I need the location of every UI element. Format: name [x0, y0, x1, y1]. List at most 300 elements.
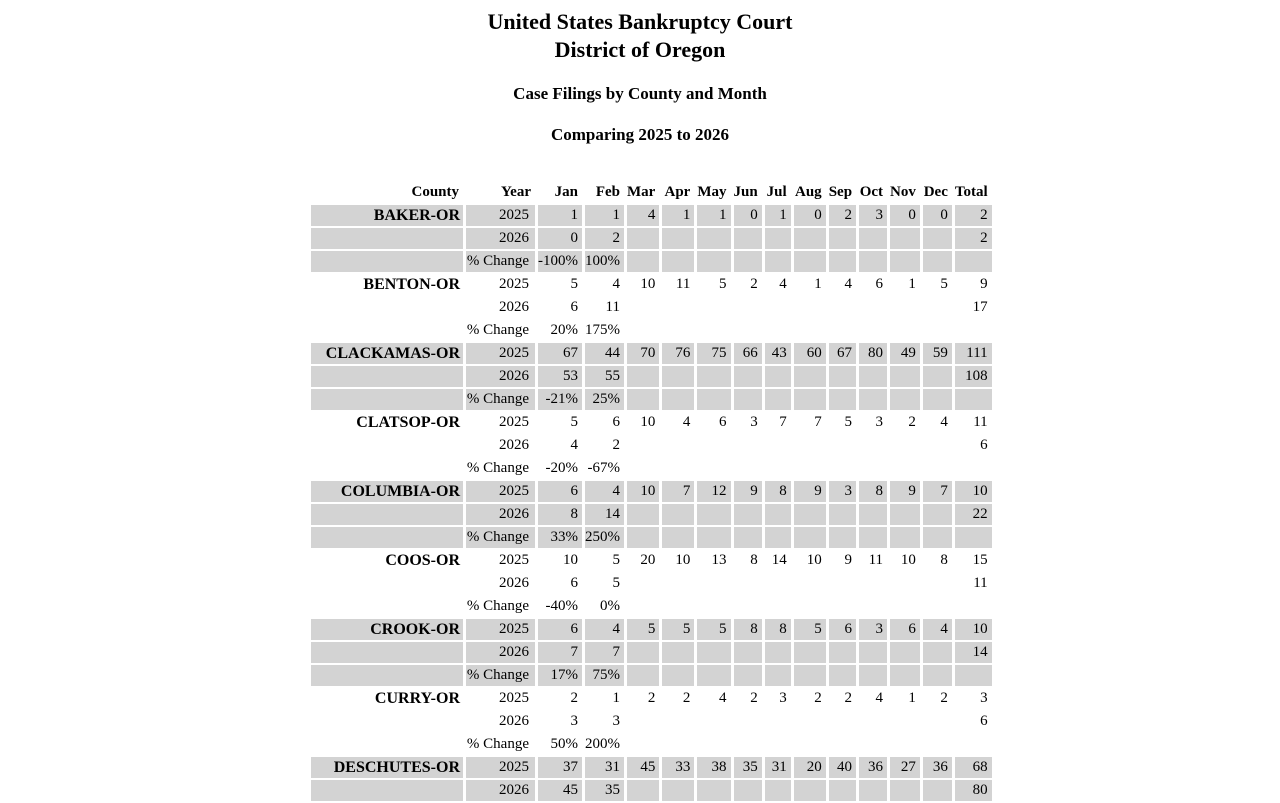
empty-total-cell	[955, 389, 992, 410]
empty-month-cell	[923, 642, 952, 663]
empty-month-cell	[890, 366, 920, 387]
pct-change-value: 25%	[585, 389, 624, 410]
empty-month-cell	[829, 711, 856, 732]
month-value: 35	[734, 757, 762, 778]
empty-month-cell	[890, 297, 920, 318]
month-value: 1	[908, 276, 916, 292]
empty-month-cell	[662, 228, 694, 249]
empty-month-cell	[859, 642, 887, 663]
month-value: 6	[875, 276, 884, 292]
month-value: 20	[640, 552, 656, 568]
empty-month-cell	[794, 527, 826, 548]
pct-change-value: -100%	[538, 251, 582, 272]
empty-month-cell	[923, 458, 952, 479]
month-value: 1	[814, 276, 822, 292]
empty-month-cell	[794, 435, 826, 456]
month-value: 4	[779, 276, 787, 292]
empty-month-cell	[627, 320, 659, 341]
month-value: 40	[829, 757, 856, 778]
month-value: 5	[612, 575, 620, 591]
column-header-total: Total	[954, 184, 988, 200]
empty-month-cell	[794, 251, 826, 272]
month-value: 4	[585, 481, 624, 502]
county-name-spacer	[311, 642, 463, 663]
empty-month-cell	[765, 297, 791, 318]
empty-month-cell	[794, 780, 826, 801]
month-value: 59	[923, 343, 952, 364]
month-value: 0	[538, 228, 582, 249]
month-value: 5	[612, 552, 620, 568]
empty-month-cell	[829, 573, 856, 594]
pct-change-value: 0%	[600, 598, 620, 614]
month-value: 38	[697, 757, 730, 778]
empty-month-cell	[697, 527, 730, 548]
empty-month-cell	[662, 320, 694, 341]
county-row-2025	[311, 757, 992, 778]
empty-month-cell	[829, 665, 856, 686]
total-value: 3	[980, 690, 988, 706]
county-row-pct-change	[311, 458, 992, 479]
month-value: 5	[794, 619, 826, 640]
empty-month-cell	[859, 458, 887, 479]
empty-month-cell	[890, 251, 920, 272]
total-value: 111	[955, 343, 992, 364]
empty-total-cell	[955, 734, 992, 755]
county-name-spacer	[311, 711, 463, 732]
month-value: 14	[771, 552, 787, 568]
empty-month-cell	[765, 711, 791, 732]
empty-month-cell	[662, 711, 694, 732]
pct-change-value: 20%	[550, 322, 578, 338]
total-value: 9	[980, 276, 988, 292]
empty-month-cell	[662, 389, 694, 410]
empty-month-cell	[662, 780, 694, 801]
empty-month-cell	[627, 596, 659, 617]
county-name-spacer	[311, 389, 463, 410]
month-value: 8	[765, 619, 791, 640]
month-value: 8	[538, 504, 582, 525]
county-row-2025	[311, 481, 992, 502]
header-row	[311, 182, 992, 203]
month-value: 11	[675, 276, 691, 292]
empty-month-cell	[859, 435, 887, 456]
empty-month-cell	[734, 596, 762, 617]
empty-month-cell	[829, 734, 856, 755]
empty-month-cell	[890, 458, 920, 479]
pct-change-value: 175%	[585, 322, 620, 338]
county-row-2025	[311, 412, 992, 433]
month-value: 9	[890, 481, 920, 502]
month-value: 4	[940, 414, 948, 430]
month-value: 20	[794, 757, 826, 778]
month-value: 3	[875, 414, 884, 430]
empty-month-cell	[890, 228, 920, 249]
county-name-spacer	[311, 228, 463, 249]
county-name-spacer	[311, 251, 463, 272]
empty-month-cell	[627, 389, 659, 410]
case-filings-table	[308, 180, 995, 803]
month-value: 6	[719, 414, 727, 430]
month-value: 11	[868, 552, 884, 568]
empty-month-cell	[697, 711, 730, 732]
empty-month-cell	[923, 435, 952, 456]
pct-change-label: % Change	[466, 322, 529, 338]
empty-month-cell	[829, 596, 856, 617]
empty-month-cell	[734, 389, 762, 410]
empty-month-cell	[765, 573, 791, 594]
month-value: 11	[605, 299, 620, 315]
month-value: 1	[697, 205, 730, 226]
month-value: 2	[682, 690, 691, 706]
year-label: 2025	[466, 205, 535, 226]
month-value: 8	[859, 481, 887, 502]
year-label: 2026	[466, 780, 535, 801]
empty-month-cell	[627, 665, 659, 686]
month-value: 75	[697, 343, 730, 364]
empty-month-cell	[794, 642, 826, 663]
empty-total-cell	[955, 665, 992, 686]
month-value: 2	[750, 690, 758, 706]
county-name-spacer	[311, 527, 463, 548]
month-value: 7	[814, 414, 822, 430]
county-name-spacer	[311, 297, 463, 318]
month-value: 1	[612, 690, 620, 706]
total-value: 2	[955, 205, 992, 226]
empty-month-cell	[697, 389, 730, 410]
empty-month-cell	[697, 320, 730, 341]
county-row-2025	[311, 688, 992, 709]
empty-month-cell	[627, 366, 659, 387]
month-value: 2	[844, 690, 853, 706]
pct-change-value: 33%	[538, 527, 582, 548]
month-value: 5	[570, 276, 578, 292]
empty-month-cell	[697, 458, 730, 479]
month-value: 8	[765, 481, 791, 502]
county-name: CLACKAMAS-OR	[311, 343, 463, 364]
empty-month-cell	[923, 665, 952, 686]
empty-month-cell	[734, 527, 762, 548]
empty-month-cell	[765, 527, 791, 548]
month-value: 1	[765, 205, 791, 226]
county-row-pct-change	[311, 389, 992, 410]
empty-month-cell	[697, 251, 730, 272]
empty-month-cell	[734, 435, 762, 456]
empty-month-cell	[890, 389, 920, 410]
empty-month-cell	[627, 780, 659, 801]
empty-month-cell	[794, 573, 826, 594]
pct-change-value: -21%	[538, 389, 582, 410]
empty-month-cell	[662, 504, 694, 525]
empty-month-cell	[765, 366, 791, 387]
county-row-pct-change	[311, 251, 992, 272]
month-value: 0	[923, 205, 952, 226]
empty-month-cell	[890, 504, 920, 525]
month-value: 7	[779, 414, 787, 430]
empty-month-cell	[627, 251, 659, 272]
pct-change-label: % Change	[466, 251, 535, 272]
empty-month-cell	[923, 734, 952, 755]
county-name: COOS-OR	[385, 551, 460, 569]
empty-month-cell	[859, 251, 887, 272]
total-value: 17	[972, 299, 988, 315]
month-value: 10	[627, 481, 659, 502]
total-value: 10	[955, 481, 992, 502]
month-value: 5	[719, 276, 727, 292]
empty-month-cell	[627, 734, 659, 755]
county-name-spacer	[311, 320, 463, 341]
empty-month-cell	[662, 596, 694, 617]
month-value: 6	[570, 575, 578, 591]
empty-total-cell	[955, 251, 992, 272]
month-value: 4	[627, 205, 659, 226]
year-label: 2026	[466, 642, 535, 663]
county-name: COLUMBIA-OR	[311, 481, 463, 502]
month-value: 0	[890, 205, 920, 226]
pct-change-label: % Change	[466, 389, 535, 410]
month-value: 12	[697, 481, 730, 502]
empty-month-cell	[765, 251, 791, 272]
empty-month-cell	[734, 320, 762, 341]
month-value: 1	[908, 690, 916, 706]
county-name-spacer	[311, 458, 463, 479]
empty-month-cell	[662, 297, 694, 318]
empty-month-cell	[923, 297, 952, 318]
month-value: 6	[570, 299, 578, 315]
month-value: 5	[697, 619, 730, 640]
month-value: 7	[923, 481, 952, 502]
month-value: 4	[875, 690, 884, 706]
month-value: 2	[647, 690, 656, 706]
year-label: 2025	[466, 757, 535, 778]
empty-month-cell	[765, 435, 791, 456]
empty-month-cell	[923, 251, 952, 272]
month-value: 36	[923, 757, 952, 778]
empty-month-cell	[794, 389, 826, 410]
empty-month-cell	[734, 734, 762, 755]
empty-month-cell	[662, 527, 694, 548]
year-label: 2025	[499, 414, 529, 430]
pct-change-value: 17%	[538, 665, 582, 686]
month-value: 4	[682, 414, 691, 430]
empty-month-cell	[890, 596, 920, 617]
total-value: 6	[980, 437, 988, 453]
month-value: 10	[640, 414, 656, 430]
year-label: 2026	[466, 504, 535, 525]
county-row-2026	[311, 642, 992, 663]
empty-month-cell	[794, 665, 826, 686]
year-label: 2026	[499, 713, 529, 729]
month-value: 2	[612, 437, 620, 453]
empty-month-cell	[697, 366, 730, 387]
empty-month-cell	[794, 228, 826, 249]
year-label: 2026	[466, 228, 535, 249]
empty-month-cell	[627, 573, 659, 594]
empty-month-cell	[829, 297, 856, 318]
empty-month-cell	[829, 527, 856, 548]
empty-month-cell	[859, 527, 887, 548]
empty-month-cell	[859, 320, 887, 341]
county-row-2026	[311, 366, 992, 387]
empty-month-cell	[890, 573, 920, 594]
county-name: DESCHUTES-OR	[311, 757, 463, 778]
empty-month-cell	[923, 573, 952, 594]
empty-month-cell	[890, 711, 920, 732]
empty-month-cell	[765, 504, 791, 525]
month-value: 7	[662, 481, 694, 502]
empty-month-cell	[627, 435, 659, 456]
month-value: 2	[908, 414, 916, 430]
month-value: 6	[538, 619, 582, 640]
month-value: 9	[734, 481, 762, 502]
empty-month-cell	[859, 711, 887, 732]
empty-month-cell	[697, 642, 730, 663]
county-row-pct-change	[311, 665, 992, 686]
county-row-2026	[311, 435, 992, 456]
year-label: 2026	[499, 575, 529, 591]
empty-month-cell	[697, 734, 730, 755]
month-value: 33	[662, 757, 694, 778]
empty-month-cell	[829, 504, 856, 525]
empty-month-cell	[829, 780, 856, 801]
empty-month-cell	[923, 366, 952, 387]
empty-month-cell	[765, 734, 791, 755]
column-header-year: Year	[501, 184, 531, 200]
empty-month-cell	[923, 527, 952, 548]
month-value: 3	[779, 690, 787, 706]
month-value: 80	[859, 343, 887, 364]
empty-month-cell	[859, 366, 887, 387]
county-row-2025	[311, 619, 992, 640]
empty-month-cell	[890, 642, 920, 663]
county-row-pct-change	[311, 596, 992, 617]
empty-month-cell	[923, 504, 952, 525]
empty-month-cell	[923, 389, 952, 410]
empty-total-cell	[955, 320, 992, 341]
county-name: CROOK-OR	[311, 619, 463, 640]
month-value: 2	[829, 205, 856, 226]
empty-month-cell	[662, 458, 694, 479]
pct-change-value: -20%	[545, 460, 578, 476]
empty-month-cell	[829, 389, 856, 410]
county-row-2026	[311, 228, 992, 249]
empty-total-cell	[955, 527, 992, 548]
empty-month-cell	[627, 711, 659, 732]
month-value: 53	[538, 366, 582, 387]
empty-month-cell	[859, 297, 887, 318]
month-value: 45	[627, 757, 659, 778]
empty-month-cell	[627, 297, 659, 318]
pct-change-value: 75%	[585, 665, 624, 686]
county-name: CURRY-OR	[374, 689, 460, 707]
empty-month-cell	[627, 228, 659, 249]
month-value: 7	[538, 642, 582, 663]
month-value: 4	[570, 437, 578, 453]
month-value: 67	[829, 343, 856, 364]
empty-month-cell	[890, 665, 920, 686]
month-value: 37	[538, 757, 582, 778]
empty-month-cell	[794, 366, 826, 387]
month-value: 14	[585, 504, 624, 525]
pct-change-value: 100%	[585, 251, 624, 272]
pct-change-label: % Change	[466, 598, 529, 614]
empty-month-cell	[794, 711, 826, 732]
pct-change-label: % Change	[466, 665, 535, 686]
empty-month-cell	[829, 251, 856, 272]
total-value: 15	[972, 552, 988, 568]
empty-month-cell	[627, 458, 659, 479]
empty-month-cell	[829, 366, 856, 387]
empty-month-cell	[765, 389, 791, 410]
month-value: 2	[940, 690, 948, 706]
empty-month-cell	[765, 228, 791, 249]
empty-month-cell	[662, 435, 694, 456]
column-header-jan: Jan	[554, 184, 578, 200]
empty-month-cell	[697, 665, 730, 686]
month-value: 10	[900, 552, 916, 568]
column-header-mar: Mar	[627, 184, 656, 200]
empty-month-cell	[697, 596, 730, 617]
year-label: 2026	[499, 299, 529, 315]
month-value: 45	[538, 780, 582, 801]
county-row-2026	[311, 504, 992, 525]
month-value: 1	[538, 205, 582, 226]
empty-month-cell	[829, 458, 856, 479]
total-value: 108	[955, 366, 992, 387]
month-value: 8	[750, 552, 758, 568]
empty-month-cell	[734, 297, 762, 318]
empty-month-cell	[662, 665, 694, 686]
empty-month-cell	[734, 366, 762, 387]
empty-month-cell	[697, 504, 730, 525]
county-name-spacer	[311, 780, 463, 801]
month-value: 4	[585, 619, 624, 640]
month-value: 67	[538, 343, 582, 364]
empty-month-cell	[734, 665, 762, 686]
empty-month-cell	[697, 297, 730, 318]
total-value: 11	[973, 575, 988, 591]
column-header-county: County	[411, 184, 459, 200]
report-title-line2: District of Oregon	[554, 37, 726, 62]
county-name-spacer	[311, 366, 463, 387]
month-value: 10	[640, 276, 656, 292]
empty-month-cell	[794, 320, 826, 341]
empty-month-cell	[829, 435, 856, 456]
month-value: 6	[612, 414, 620, 430]
empty-month-cell	[734, 251, 762, 272]
empty-month-cell	[627, 642, 659, 663]
month-value: 3	[859, 205, 887, 226]
year-label: 2025	[499, 276, 529, 292]
column-header-apr: Apr	[664, 184, 691, 200]
total-value: 68	[955, 757, 992, 778]
year-label: 2025	[499, 690, 529, 706]
month-value: 3	[750, 414, 758, 430]
empty-month-cell	[829, 642, 856, 663]
empty-month-cell	[765, 458, 791, 479]
month-value: 44	[585, 343, 624, 364]
month-value: 6	[538, 481, 582, 502]
total-value: 11	[973, 414, 988, 430]
month-value: 6	[890, 619, 920, 640]
county-name-spacer	[311, 504, 463, 525]
report-comparison-label: Comparing 2025 to 2026	[550, 125, 730, 144]
county-row-pct-change	[311, 734, 992, 755]
column-header-may: May	[697, 184, 727, 200]
county-row-2025	[311, 205, 992, 226]
month-value: 1	[662, 205, 694, 226]
month-value: 5	[940, 276, 948, 292]
county-name: BAKER-OR	[311, 205, 463, 226]
